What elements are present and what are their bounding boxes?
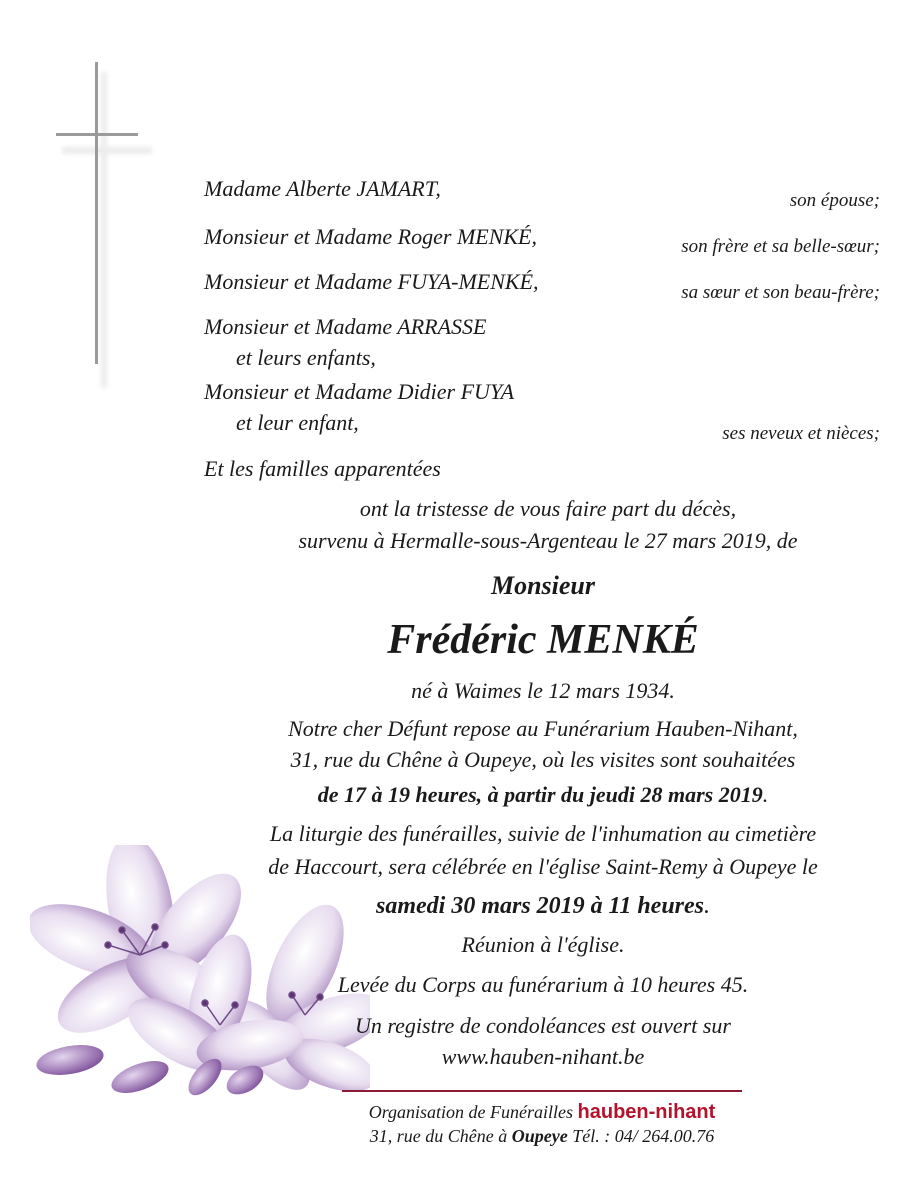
funeral-line-1: La liturgie des funérailles, suivie de l'inhumation au cimetière xyxy=(269,821,817,846)
visits-line-1: Notre cher Défunt repose au Funérarium Hauben-Nihant, xyxy=(288,716,798,741)
family-member-1: Madame Alberte JAMART, xyxy=(204,176,441,201)
visits-hours-text: de 17 à 19 heures, à partir du jeudi 28 mars 2019 xyxy=(317,782,763,807)
levee-info: Levée du Corps au funérarium à 10 heures 45. xyxy=(337,972,749,997)
brand-logo: hauben-nihant xyxy=(577,1101,716,1123)
visits-hours-end: . xyxy=(762,782,769,807)
relation-5: ses neveux et nièces; xyxy=(722,423,880,444)
footer-address-town: Oupeye xyxy=(511,1126,568,1146)
birth-info: né à Waimes le 12 mars 1934. xyxy=(411,678,675,703)
relation-2: son frère et sa belle-sœur; xyxy=(681,236,880,257)
relation-3: sa sœur et son beau-frère; xyxy=(681,282,880,303)
visits-hours xyxy=(0,782,918,808)
footer-org-prefix: Organisation de Funérailles xyxy=(368,1102,574,1122)
cross-icon xyxy=(95,62,98,364)
funeral-date-text: samedi 30 mars 2019 à 11 heures xyxy=(375,893,705,919)
cross-icon-bar xyxy=(56,133,138,136)
footer-address xyxy=(342,1126,742,1147)
family-member-5: Monsieur et Madame Didier FUYA xyxy=(204,379,515,404)
family-member-4: Monsieur et Madame ARRASSE xyxy=(204,314,487,339)
website-link[interactable]: www.hauben-nihant.be xyxy=(441,1044,645,1069)
registry-info: Un registre de condoléances est ouvert sur xyxy=(355,1013,731,1038)
footer-address-prefix: 31, rue du Chêne à xyxy=(369,1126,508,1146)
family-member-5-sub: et leur enfant, xyxy=(236,410,359,435)
footer-organisation xyxy=(342,1101,742,1124)
announcement-line-2: survenu à Hermalle-sous-Argenteau le 27 mars 2019, de xyxy=(298,528,798,553)
family-member-6: Et les familles apparentées xyxy=(204,456,441,481)
cross-shadow xyxy=(101,72,107,388)
deceased-name: Frédéric MENKÉ xyxy=(387,617,699,663)
announcement-line-1: ont la tristesse de vous faire part du décès, xyxy=(359,496,737,521)
meeting-info: Réunion à l'église. xyxy=(461,932,625,957)
funeral-date xyxy=(0,893,918,919)
family-member-2: Monsieur et Madame Roger MENKÉ, xyxy=(204,224,537,249)
funeral-date-end: . xyxy=(704,893,711,919)
relation-1: son épouse; xyxy=(789,190,880,211)
cross-shadow-horizontal xyxy=(62,147,152,154)
family-member-3: Monsieur et Madame FUYA-MENKÉ, xyxy=(204,269,539,294)
footer-divider xyxy=(342,1090,742,1092)
funeral-line-2: de Haccourt, sera célébrée en l'église Saint-Remy à Oupeye le xyxy=(268,854,818,879)
visits-line-2: 31, rue du Chêne à Oupeye, où les visites sont souhaitées xyxy=(290,747,796,772)
deceased-title: Monsieur xyxy=(490,571,596,600)
footer-phone: Tél. : 04/ 264.00.76 xyxy=(572,1126,715,1146)
family-member-4-sub: et leurs enfants, xyxy=(236,345,376,370)
